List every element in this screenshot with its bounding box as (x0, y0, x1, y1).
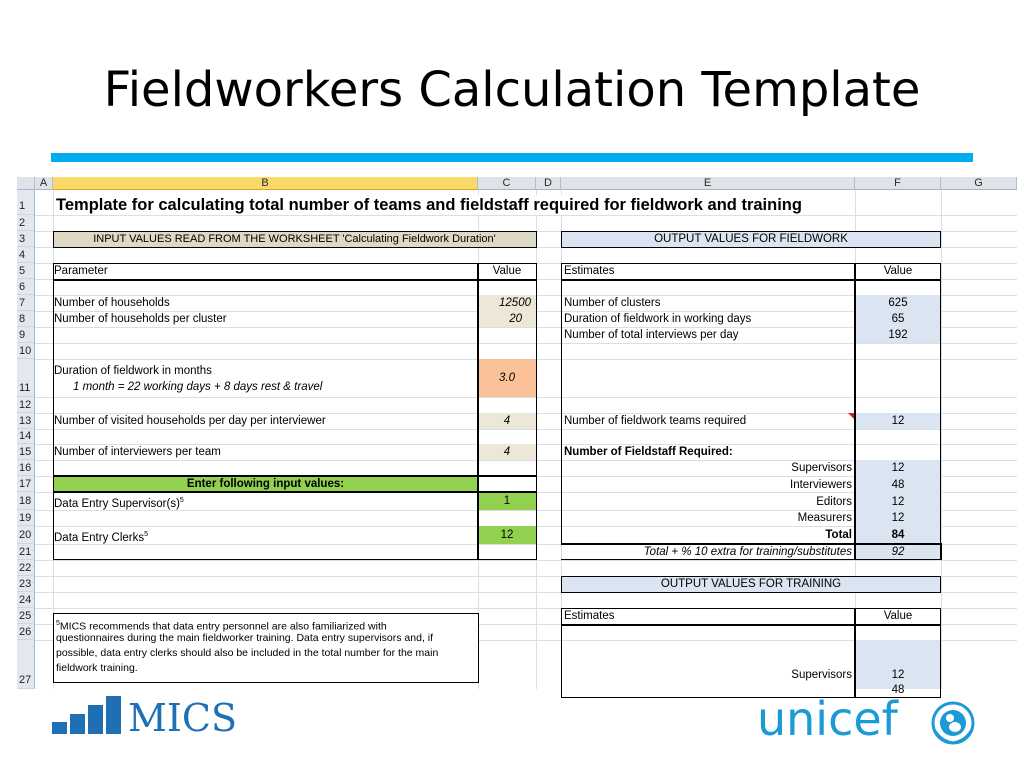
per-cluster-value[interactable]: 20 (509, 313, 522, 325)
duration-days-value: 65 (891, 313, 905, 325)
estimates-header: Estimates (564, 265, 615, 277)
gridline (35, 215, 1017, 216)
de-clerks-value[interactable]: 12 (500, 529, 514, 541)
row-header[interactable]: 26 (17, 624, 35, 640)
teams-label: Number of fieldwork teams required (564, 415, 747, 427)
duration-days-label: Duration of fieldwork in working days (564, 313, 752, 325)
row-header[interactable]: 25 (17, 608, 35, 624)
de-clerks-label: Data Entry Clerks$^5$ (54, 531, 149, 544)
row-header[interactable]: 11 (17, 359, 35, 397)
column-header-d[interactable]: D (536, 177, 561, 190)
row-header[interactable]: 24 (17, 592, 35, 608)
value-header: Value (492, 265, 522, 277)
row-header[interactable]: 5 (17, 263, 35, 279)
unicef-logo-text: unicef (757, 692, 898, 746)
supervisors-value: 12 (891, 462, 905, 474)
households-value[interactable]: 12500 (499, 297, 531, 309)
unicef-emblem-icon (931, 701, 975, 745)
training-supervisors-value: 12 (891, 669, 905, 681)
row-header[interactable]: 27 (17, 640, 35, 689)
duration-value[interactable]: 3.0 (499, 372, 515, 384)
mics-logo-bar (106, 696, 121, 734)
gridline (35, 560, 1017, 561)
output-fieldwork-header: OUTPUT VALUES FOR FIELDWORK (654, 233, 848, 245)
footnote-line-4: fieldwork training. (56, 662, 138, 674)
measurers-value: 12 (891, 512, 905, 524)
interviewers-team-label: Number of interviewers per team (54, 446, 221, 458)
training-estimates-header: Estimates (564, 610, 615, 622)
mics-logo-bar (88, 705, 103, 734)
interviewers-team-value[interactable]: 4 (503, 446, 511, 458)
editors-value: 12 (891, 496, 905, 508)
row-header[interactable]: 3 (17, 231, 35, 247)
training-supervisors-label: Supervisors (791, 669, 852, 681)
unicef-logo (757, 692, 977, 752)
per-cluster-label: Number of households per cluster (54, 313, 227, 325)
row-header[interactable]: 4 (17, 247, 35, 263)
input-header: INPUT VALUES READ FROM THE WORKSHEET 'Calculating Fieldwork Duration' (93, 233, 496, 245)
row-header[interactable]: 20 (17, 526, 35, 544)
row-header[interactable]: 16 (17, 460, 35, 476)
enter-following-label: Enter following input values: (186, 478, 345, 490)
interviews-day-label: Number of total interviews per day (564, 329, 739, 341)
gridline (941, 190, 942, 689)
column-header-e[interactable]: E (561, 177, 855, 190)
row-header[interactable]: 19 (17, 510, 35, 526)
row-header[interactable]: 12 (17, 397, 35, 413)
row-header[interactable]: 15 (17, 444, 35, 460)
slide-title: Fieldworkers Calculation Template (103, 62, 921, 118)
mics-logo-text: MICS (128, 696, 238, 740)
row-header[interactable]: 22 (17, 560, 35, 576)
row-header[interactable]: 9 (17, 327, 35, 343)
mics-logo (52, 696, 252, 740)
footnote-line-3: possible, data entry clerks should also be included in the total number for the main (56, 647, 439, 659)
row-header[interactable]: 10 (17, 343, 35, 359)
row-header[interactable]: 18 (17, 492, 35, 510)
column-header-g[interactable]: G (941, 177, 1017, 190)
column-header-c[interactable]: C (478, 177, 536, 190)
de-supervisors-label: Data Entry $Supervisor(s)^5$ (54, 497, 184, 510)
row-header[interactable]: 23 (17, 576, 35, 592)
row-header[interactable]: 6 (17, 279, 35, 295)
duration-label: Duration of fieldwork in months (54, 365, 212, 377)
supervisors-label: Supervisors (791, 462, 852, 474)
mics-logo-bar (52, 722, 67, 734)
households-label: Number of households (54, 297, 170, 309)
row-header[interactable]: 13 (17, 413, 35, 429)
interviewers-label: Interviewers (790, 479, 852, 491)
training-partial-value: 48 (891, 684, 905, 696)
column-header-b[interactable]: B (53, 177, 478, 190)
row-header[interactable]: 21 (17, 544, 35, 560)
select-all-corner[interactable] (17, 177, 35, 190)
measurers-label: Measurers (797, 512, 852, 524)
de-supervisors-value[interactable]: 1 (503, 495, 511, 507)
clusters-value: 625 (888, 297, 908, 309)
extra-value: 92 (891, 546, 905, 558)
column-header-f[interactable]: F (855, 177, 941, 190)
title-rule (51, 153, 973, 162)
training-table-rule (561, 624, 941, 626)
output-value-header: Value (883, 265, 913, 277)
mics-logo-bar (70, 714, 85, 734)
visited-label: Number of visited households per day per interviewer (54, 415, 326, 427)
footnote-line-2: questionnaires during the main fieldworker training. Data entry supervisors and, if (56, 632, 434, 644)
teams-value: 12 (891, 415, 905, 427)
row-header[interactable]: 1 (17, 190, 35, 215)
clusters-label: Number of clusters (564, 297, 661, 309)
row-header[interactable]: 2 (17, 215, 35, 231)
total-label: Total (825, 529, 852, 541)
duration-note: 1 month = 22 working days + 8 days rest & travel (73, 381, 323, 393)
comment-indicator[interactable] (848, 413, 854, 419)
output-training-header: OUTPUT VALUES FOR TRAINING (660, 578, 842, 590)
row-header[interactable]: 17 (17, 476, 35, 492)
interviews-day-value: 192 (888, 329, 908, 341)
row-header[interactable]: 7 (17, 295, 35, 311)
training-value-header: Value (883, 610, 913, 622)
total-value: 84 (891, 529, 905, 541)
row-header[interactable]: 8 (17, 311, 35, 327)
editors-label: Editors (816, 496, 852, 508)
interviewers-value: 48 (891, 479, 905, 491)
column-header-a[interactable]: A (35, 177, 53, 190)
output-table-rule (561, 279, 941, 281)
fieldstaff-label: Number of Fieldstaff Required: (564, 446, 733, 458)
row-header[interactable]: 14 (17, 429, 35, 444)
sheet-heading: Template for calculating total number of teams and fieldstaff required for fieldwork and training (56, 195, 806, 215)
visited-value[interactable]: 4 (503, 415, 511, 427)
parameter-header: Parameter (54, 265, 108, 277)
footnote-line-1: $^5$MICS recommends that data entry personnel are also familiarized with (56, 620, 387, 633)
spreadsheet[interactable] (17, 177, 1017, 696)
extra-label: Total + % 10 extra for training/substitutes (643, 546, 852, 558)
input-table-rule (53, 279, 537, 281)
